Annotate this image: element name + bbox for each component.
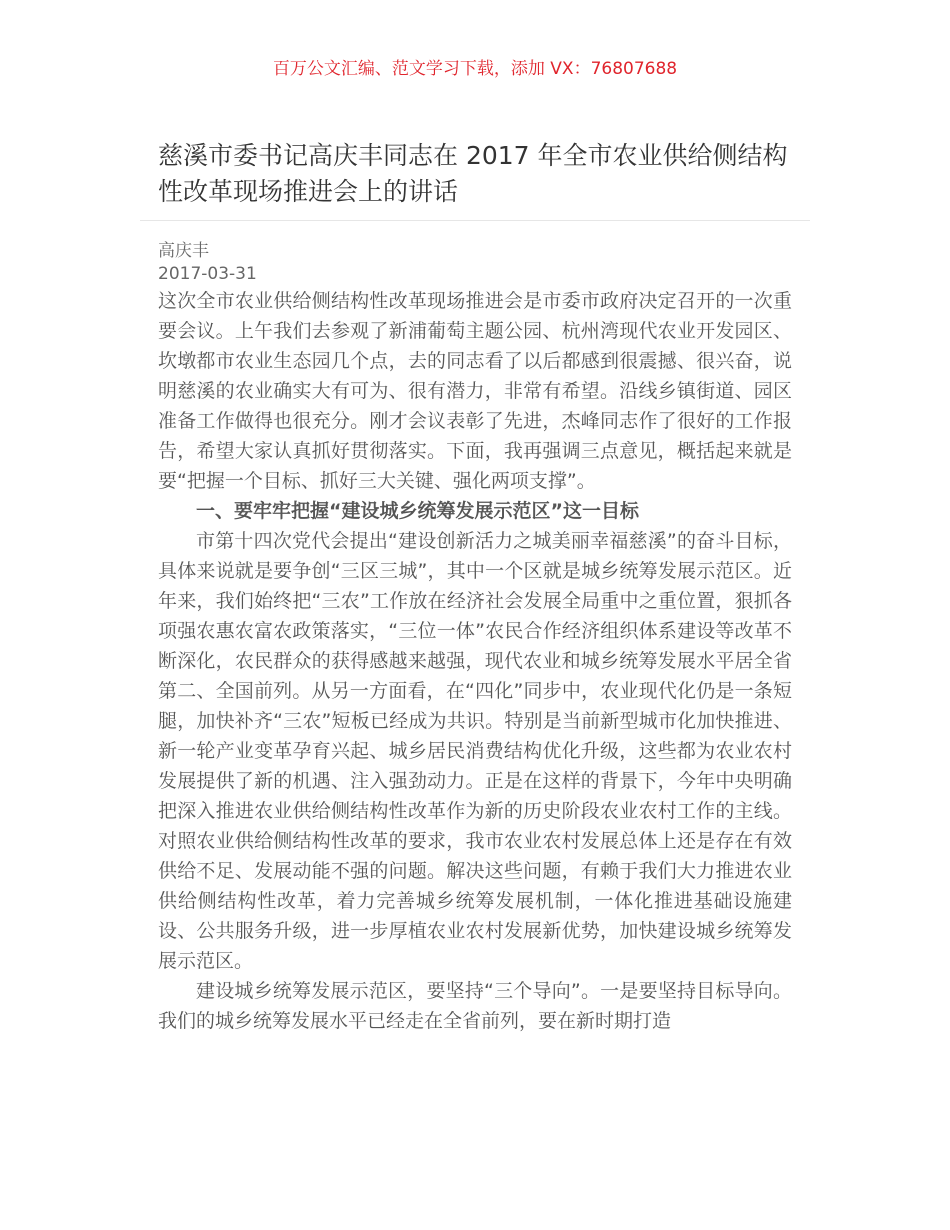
- section-heading: 一、要牢牢把握“建设城乡统筹发展示范区”这一目标: [196, 500, 639, 522]
- article-meta: [158, 240, 257, 286]
- promo-banner: 百万公文汇编、范文学习下载，添加 VX：76807688: [272, 59, 678, 79]
- article-date: 2017-03-31: [158, 264, 257, 284]
- article-body: [158, 286, 792, 1036]
- body-paragraph: 建设城乡统筹发展示范区，要坚持“三个导向”。一是要坚持目标导向。我们的城乡统筹发展水平已经走在全省前列，要在新时期打造: [158, 980, 792, 1032]
- title-divider: [140, 220, 810, 221]
- article-author: 高庆丰: [158, 241, 209, 261]
- article-title: 慈溪市委书记高庆丰同志在 2017 年全市农业供给侧结构性改革现场推进会上的讲话: [158, 141, 788, 206]
- body-paragraph: 市第十四次党代会提出“建设创新活力之城美丽幸福慈溪”的奋斗目标，具体来说就是要争创“三区三城”，其中一个区就是城乡统筹发展示范区。近年来，我们始终把“三农”工作放在经济社会发展全局重中之重位置，狠抓各项强农惠农富农政策落实，“三位一体”农民合作经济组织体系建设等改革不断深化，农民群众的获得感越来越强，现代农业和城乡统筹发展水平居全省第二、全国前列。从另一方面看，在“四化”同步中，农业现代化仍是一条短腿，加快补齐“三农”短板已经成为共识。特别是当前新型城市化加快推进、新一轮产业变革孕育兴起、城乡居民消费结构优化升级，这些都为农业农村发展提供了新的机遇、注入强劲动力。正是在这样的背景下，今年中央明确把深入推进农业供给侧结构性改革作为新的历史阶段农业农村工作的主线。对照农业供给侧结构性改革的要求，我市农业农村发展总体上还是存在有效供给不足、发展动能不强的问题。解决这些问题，有赖于我们大力推进农业供给侧结构性改革，着力完善城乡统筹发展机制，一体化推进基础设施建设、公共服务升级，进一步厚植农业农村发展新优势，加快建设城乡统筹发展示范区。: [158, 530, 792, 972]
- body-paragraph: 这次全市农业供给侧结构性改革现场推进会是市委市政府决定召开的一次重要会议。上午我们去参观了新浦葡萄主题公园、杭州湾现代农业开发园区、坎墩都市农业生态园几个点，去的同志看了以后都感到很震撼、很兴奋，说明慈溪的农业确实大有可为、很有潜力，非常有希望。沿线乡镇街道、园区准备工作做得也很充分。刚才会议表彰了先进，杰峰同志作了很好的工作报告，希望大家认真抓好贯彻落实。下面，我再强调三点意见，概括起来就是要“把握一个目标、抓好三大关键、强化两项支撑”。: [158, 290, 792, 492]
